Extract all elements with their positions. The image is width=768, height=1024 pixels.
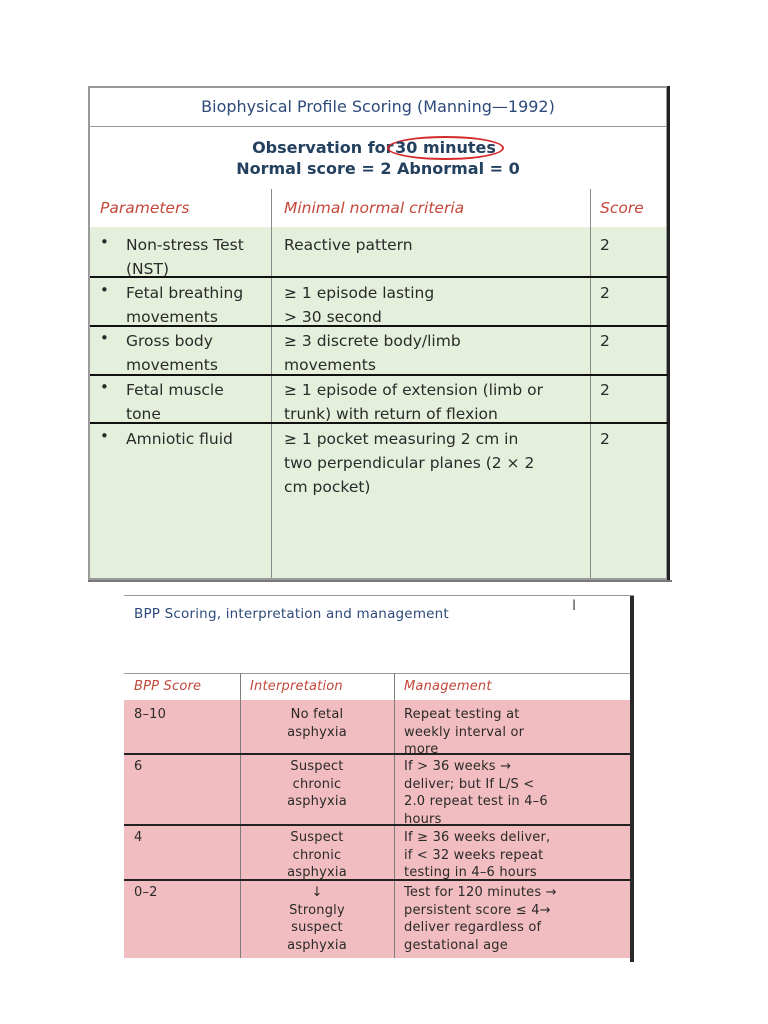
score-value: 2 xyxy=(600,332,610,350)
row-divider xyxy=(90,276,668,278)
circled-duration: 30 minutes xyxy=(387,136,504,160)
interpretation-line: asphyxia xyxy=(287,865,347,880)
header-interpretation: Interpretation xyxy=(250,679,343,694)
interpretation-line: asphyxia xyxy=(287,724,347,740)
observation-block xyxy=(90,126,666,190)
header-score: Score xyxy=(600,199,644,217)
score-value: 2 xyxy=(600,284,610,302)
bpp-score-value: 0–2 xyxy=(134,885,158,900)
down-arrow-icon: ↓ xyxy=(311,885,323,900)
table-title: BPP Scoring, interpretation and management xyxy=(134,606,449,622)
management-line: deliver regardless of xyxy=(404,920,542,935)
param-line: Fetal breathing xyxy=(126,284,244,302)
param-line: Amniotic fluid xyxy=(126,430,233,448)
management-line: if < 32 weeks repeat xyxy=(404,847,544,863)
param-line: movements xyxy=(126,308,218,326)
bpp-score-value: 4 xyxy=(134,830,143,845)
column-divider xyxy=(394,673,395,958)
interpretation-line: Suspect xyxy=(290,830,344,845)
observation-prefix: Observation for xyxy=(252,138,394,157)
interpretation-line: suspect xyxy=(291,920,343,935)
interpretation-line: chronic xyxy=(292,776,342,792)
interpretation-line: chronic xyxy=(292,847,342,863)
param-line: Fetal muscle xyxy=(126,381,224,399)
management-line: If ≥ 36 weeks deliver, xyxy=(404,830,551,845)
bpp-manning-table xyxy=(88,86,668,580)
table-edge xyxy=(630,596,634,962)
interpretation-line: asphyxia xyxy=(287,937,347,953)
criteria-line: ≥ 1 episode lasting xyxy=(284,284,435,302)
interpretation-line: No fetal xyxy=(290,707,344,722)
bullet: • xyxy=(100,427,109,445)
param-line: Gross body xyxy=(126,332,213,350)
criteria-line: cm pocket) xyxy=(284,478,371,496)
management-line: Test for 120 minutes → xyxy=(404,885,557,900)
param-line: (NST) xyxy=(126,260,169,278)
bpp-score-value: 6 xyxy=(134,759,143,774)
row-divider xyxy=(124,753,630,755)
param-line: tone xyxy=(126,405,161,423)
score-value: 2 xyxy=(600,430,610,448)
param-line: Non-stress Test xyxy=(126,236,244,254)
criteria-line: ≥ 3 discrete body/limb xyxy=(284,332,461,350)
bullet: • xyxy=(100,378,109,396)
score-value: 2 xyxy=(600,381,610,399)
management-line: gestational age xyxy=(404,937,508,953)
bullet: • xyxy=(100,281,109,299)
management-line: If > 36 weeks → xyxy=(404,759,512,774)
criteria-line: ≥ 1 episode of extension (limb or xyxy=(284,381,543,399)
header-bpp-score: BPP Score xyxy=(134,679,202,694)
row-divider xyxy=(124,824,630,826)
table-header-row xyxy=(90,189,666,228)
management-line: persistent score ≤ 4→ xyxy=(404,902,551,918)
interpretation-line: Suspect xyxy=(290,759,344,774)
header-management: Management xyxy=(404,679,492,694)
management-line: testing in 4–6 hours xyxy=(404,865,537,880)
header-criteria: Minimal normal criteria xyxy=(284,199,465,217)
criteria-line: > 30 second xyxy=(284,308,382,326)
bullet: • xyxy=(100,329,109,347)
management-line: Repeat testing at xyxy=(404,707,520,722)
bpp-score-value: 8–10 xyxy=(134,707,167,722)
bpp-management-table xyxy=(124,595,634,961)
table-header-row xyxy=(124,673,630,701)
management-line: 2.0 repeat test in 4–6 xyxy=(404,794,548,809)
criteria-line: trunk) with return of flexion xyxy=(284,405,498,423)
interpretation-line: Strongly xyxy=(289,902,345,918)
management-line: hours xyxy=(404,811,442,827)
observation-line xyxy=(90,136,666,160)
table-edge xyxy=(88,580,672,582)
management-line: more xyxy=(404,742,439,757)
criteria-line: two perpendicular planes (2 × 2 xyxy=(284,454,535,472)
management-line: weekly interval or xyxy=(404,724,525,740)
criteria-line: Reactive pattern xyxy=(284,236,413,254)
normal-score-line: Normal score = 2 Abnormal = 0 xyxy=(236,159,520,178)
score-value: 2 xyxy=(600,236,610,254)
table-edge xyxy=(667,86,670,582)
table-title: Biophysical Profile Scoring (Manning—1992) xyxy=(90,88,666,127)
column-divider xyxy=(271,189,272,578)
management-line: deliver; but If L/S < xyxy=(404,776,535,792)
param-line: movements xyxy=(126,356,218,374)
column-divider xyxy=(590,189,591,578)
interpretation-line: asphyxia xyxy=(287,794,347,809)
header-parameters: Parameters xyxy=(100,199,190,217)
criteria-line: ≥ 1 pocket measuring 2 cm in xyxy=(284,430,519,448)
criteria-line: movements xyxy=(284,356,376,374)
text-cursor-icon: I xyxy=(572,598,577,614)
bullet: • xyxy=(100,233,109,251)
